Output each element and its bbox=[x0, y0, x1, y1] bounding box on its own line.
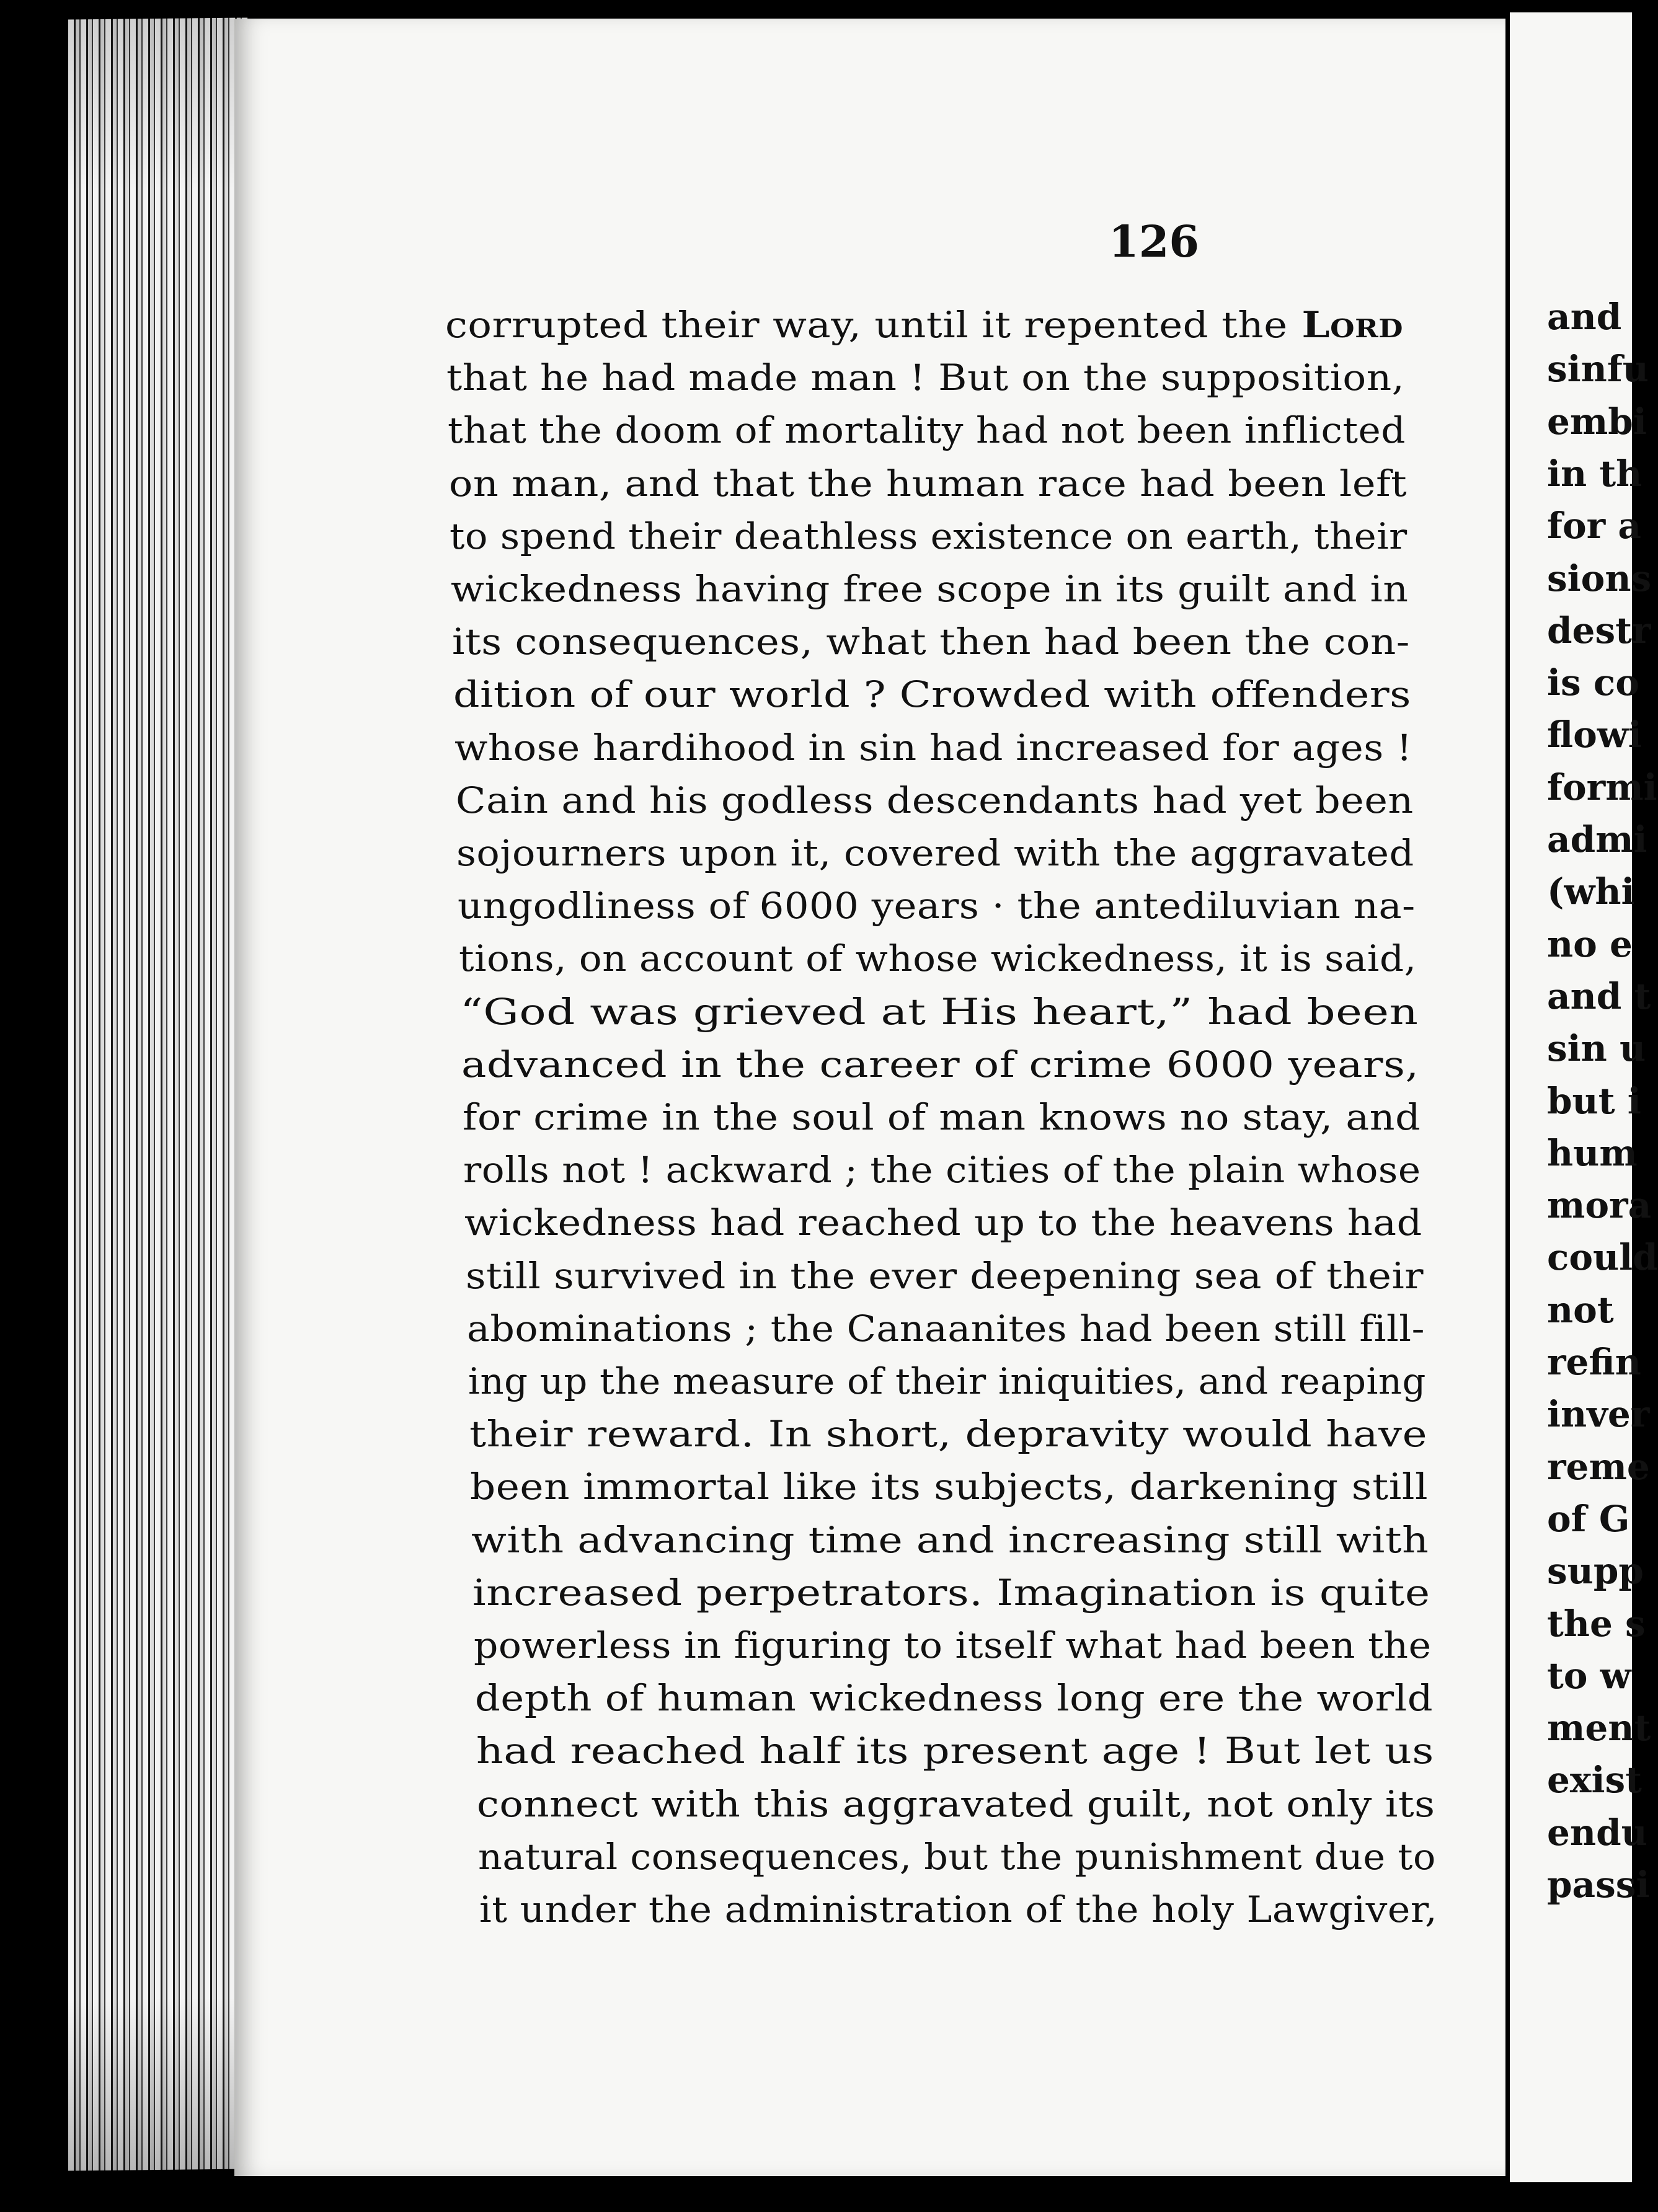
text-line: their reward. In short, depravity would have bbox=[469, 1413, 1427, 1456]
next-page-line: endu bbox=[1547, 1811, 1647, 1854]
next-page-line: refin bbox=[1547, 1341, 1641, 1383]
next-page-line: passi bbox=[1547, 1864, 1650, 1906]
next-page-line: for a bbox=[1547, 505, 1641, 547]
text-line: still survived in the ever deepening sea of their bbox=[466, 1254, 1424, 1297]
next-page-line: destr bbox=[1547, 609, 1651, 652]
next-page-line: of G bbox=[1547, 1497, 1630, 1540]
text-line: powerless in figuring to itself what had been the bbox=[473, 1624, 1432, 1666]
text-line: wickedness having free scope in its guilt and in bbox=[451, 568, 1409, 610]
next-page-line: sinfu bbox=[1547, 348, 1649, 391]
next-page-line: supp bbox=[1547, 1550, 1644, 1593]
page-number: 126 bbox=[1109, 216, 1200, 267]
next-page-line: sions bbox=[1547, 557, 1652, 599]
text-line: Cain and his godless descendants had yet been bbox=[455, 779, 1414, 821]
text-line: depth of human wickedness long ere the world bbox=[474, 1677, 1433, 1720]
next-page-fragment bbox=[1510, 12, 1658, 2182]
next-page-line: embi bbox=[1547, 400, 1647, 443]
next-page-line: could bbox=[1547, 1236, 1658, 1279]
text-line: for crime in the soul of man knows no stay, and bbox=[462, 1096, 1421, 1138]
text-line: been immortal like its subjects, darkening still bbox=[470, 1466, 1429, 1508]
text-line: natural consequences, but the punishment due to bbox=[478, 1835, 1437, 1878]
next-page-line: hum bbox=[1547, 1131, 1638, 1174]
text-line: abominations ; the Canaanites had been still fill- bbox=[466, 1307, 1425, 1350]
page-edges bbox=[68, 17, 248, 2170]
next-page-line: exist bbox=[1547, 1759, 1642, 1802]
text-line: its consequences, what then had been the con- bbox=[452, 621, 1410, 663]
text-line: corrupted their way, until it repented the Lord bbox=[445, 304, 1404, 346]
text-line: connect with this aggravated guilt, not only its bbox=[477, 1782, 1435, 1825]
text-line: on man, and that the human race had been left bbox=[448, 462, 1407, 505]
next-page-line: sin u bbox=[1547, 1027, 1646, 1070]
text-line: wickedness had reached up to the heavens had bbox=[464, 1201, 1422, 1244]
text-line: sojourners upon it, covered with the aggravated bbox=[456, 832, 1415, 874]
text-line: that he had made man ! But on the supposition, bbox=[446, 356, 1405, 399]
next-page-line: inver bbox=[1547, 1393, 1650, 1436]
text-line: ungodliness of 6000 years · the antediluvian na- bbox=[458, 885, 1416, 927]
smallcaps-word: Lord bbox=[1287, 304, 1404, 346]
next-page-line: no e bbox=[1547, 922, 1633, 965]
next-page-line: admi bbox=[1547, 818, 1647, 860]
next-page-line: (whi bbox=[1547, 870, 1635, 913]
text-line: tions, on account of whose wickedness, it is said, bbox=[459, 937, 1417, 980]
text-line: increased perpetrators. Imagination is quite bbox=[472, 1571, 1430, 1614]
text-line: ing up the measure of their iniquities, and reaping bbox=[468, 1360, 1426, 1402]
next-page-line: not bbox=[1547, 1288, 1614, 1331]
text-line: with advancing time and increasing still with bbox=[471, 1518, 1429, 1561]
text-line: “God was grieved at His heart,” had been bbox=[459, 990, 1419, 1033]
next-page-line: to w bbox=[1547, 1654, 1631, 1697]
next-page-line: ment bbox=[1547, 1707, 1651, 1750]
next-page-line: flowi bbox=[1547, 714, 1642, 756]
next-page-line: in th bbox=[1547, 452, 1642, 495]
next-page-line: is co bbox=[1547, 661, 1639, 704]
next-page-line: formi bbox=[1547, 766, 1657, 808]
text-line: it under the administration of the holy Lawgiver, bbox=[479, 1888, 1438, 1931]
next-page-line: mora bbox=[1547, 1184, 1652, 1227]
text-line: had reached half its present age ! But let us bbox=[476, 1730, 1434, 1772]
next-page-line: and bbox=[1547, 296, 1622, 338]
text-line: rolls not ! ackward ; the cities of the plain whose bbox=[463, 1149, 1421, 1192]
next-page-line: and t bbox=[1547, 975, 1651, 1017]
text-line: to spend their deathless existence on earth, their bbox=[450, 515, 1408, 557]
text-line: advanced in the career of crime 6000 years, bbox=[461, 1043, 1419, 1086]
text-line: that the doom of mortality had not been inflicted bbox=[447, 409, 1406, 452]
text-line: dition of our world ? Crowded with offenders bbox=[453, 673, 1411, 716]
book-page bbox=[234, 19, 1505, 2176]
next-page-line: the s bbox=[1547, 1602, 1646, 1645]
next-page-line: reme bbox=[1547, 1445, 1650, 1488]
next-page-line: but i bbox=[1547, 1079, 1641, 1122]
text-line: whose hardihood in sin had increased for ages ! bbox=[454, 726, 1412, 769]
